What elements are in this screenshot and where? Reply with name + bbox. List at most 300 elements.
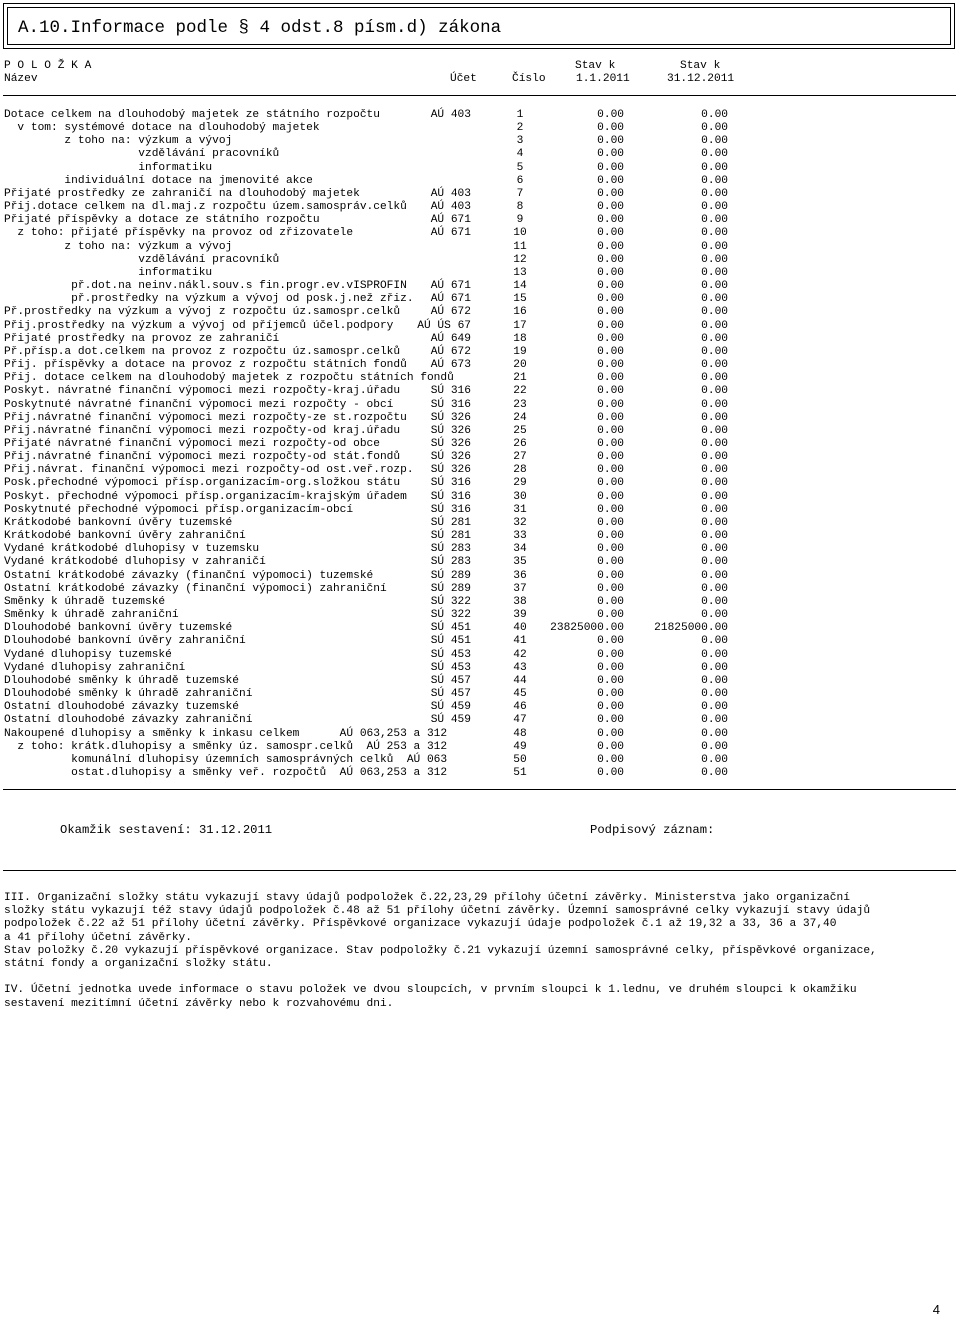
row-name: Přij.návratné finanční výpomoci mezi rozpočty-ze st.rozpočtu: [4, 411, 407, 424]
row-account: SÚ 322: [430, 595, 471, 608]
row-account: SÚ 326: [430, 424, 471, 437]
row-number: 11: [513, 240, 527, 253]
row-name: Přijaté prostředky na provoz ze zahraničí: [4, 332, 280, 345]
row-number: 12: [513, 253, 527, 266]
row-value-start: 0.00: [597, 503, 624, 516]
row-number: 8: [516, 201, 524, 214]
row-name: Přijaté příspěvky a dotace ze státního rozpočtu: [4, 214, 320, 227]
row-value-end: 0.00: [701, 438, 728, 450]
row-value-start: 0.00: [597, 280, 624, 293]
row-value-start: 0.00: [597, 688, 624, 701]
row-value-start: 0.00: [597, 266, 624, 279]
row-number: 22: [513, 385, 527, 398]
row-value-end: 0.00: [701, 661, 728, 674]
row-value-end: 0.00: [701, 503, 728, 516]
row-value-end: 0.00: [701, 385, 728, 398]
row-account: SÚ 316: [430, 477, 471, 490]
row-number: 27: [513, 451, 527, 464]
row-account: SÚ 289: [430, 582, 471, 595]
row-value-start: 0.00: [597, 293, 624, 306]
table-row: [0, 754, 960, 767]
row-value-end: 0.00: [701, 674, 728, 687]
row-value-start: 0.00: [597, 767, 624, 779]
title-inner-frame: [7, 7, 951, 45]
row-value-start: 0.00: [597, 714, 624, 727]
row-number: 40: [513, 622, 527, 635]
row-value-end: 0.00: [701, 148, 728, 161]
row-value-start: 0.00: [597, 569, 624, 582]
table-row: [0, 530, 960, 543]
row-name: Směnky k úhradě zahraniční: [4, 609, 179, 622]
row-number: 14: [513, 280, 527, 293]
row-name: Přijaté prostředky ze zahraničí na dlouhodobý majetek: [4, 187, 360, 200]
row-name: z toho na: výzkum a vývoj: [4, 240, 233, 253]
row-value-start: 0.00: [597, 253, 624, 266]
table-row: [0, 438, 960, 451]
row-number: 4: [516, 148, 524, 161]
row-account: SÚ 457: [430, 674, 471, 687]
row-value-end: 0.00: [701, 569, 728, 582]
row-account: SÚ 283: [430, 556, 471, 569]
row-value-end: 0.00: [701, 293, 728, 306]
row-name: př.prostředky na výzkum a vývoj od posk.j.než zřiz.: [4, 293, 414, 306]
header-ucet: Účet: [450, 73, 477, 85]
table-row: [0, 662, 960, 675]
row-value-start: 0.00: [597, 661, 624, 674]
row-value-start: 0.00: [597, 595, 624, 608]
row-account: AÚ 671: [430, 293, 471, 306]
note-line: IV. Účetní jednotka uvede informace o stavu položek ve dvou sloupcích, v prvním sloupci k 1.lednu, ve druhém sloupci k okamžiku: [4, 984, 857, 997]
table-row: [0, 464, 960, 477]
row-value-start: 0.00: [597, 609, 624, 622]
table-row: [0, 241, 960, 254]
row-value-start: 0.00: [597, 530, 624, 543]
row-value-end: 0.00: [701, 740, 728, 753]
row-value-start: 0.00: [597, 398, 624, 411]
table-row: [0, 504, 960, 517]
row-value-end: 0.00: [701, 556, 728, 569]
table-row: [0, 306, 960, 319]
row-number: 15: [513, 293, 527, 306]
row-value-end: 0.00: [701, 635, 728, 648]
row-value-start: 0.00: [597, 332, 624, 345]
row-number: 44: [513, 674, 527, 687]
row-account: SÚ 283: [430, 543, 471, 556]
row-account: SÚ 453: [430, 661, 471, 674]
row-value-end: 0.00: [701, 174, 728, 187]
header-polozka: P O L O Ž K A: [4, 60, 92, 72]
note-line: podpoložek č.22 až 51 přílohy účetní závěrky. Příspěvkové organizace vykazují údaje podpoložek č.1 až 19,32 a 33, 36 a 37,40: [4, 918, 837, 931]
note-line: složky státu vykazují též stavy údajů podpoložek č.48 až 51 přílohy účetní závěrky. Územní samosprávné celky vykazují stavy údajů: [4, 905, 871, 918]
signature-label: Podpisový záznam:: [590, 823, 715, 837]
row-number: 45: [513, 688, 527, 701]
row-account: SÚ 281: [430, 516, 471, 529]
compilation-moment: Okamžik sestavení: 31.12.2011: [60, 823, 273, 837]
row-account: SÚ 281: [430, 530, 471, 543]
row-name: vzdělávání pracovníků: [4, 148, 280, 161]
row-value-end: 0.00: [701, 201, 728, 214]
row-name: Vydané dluhopisy tuzemské: [4, 648, 172, 661]
table-row: [0, 214, 960, 227]
row-name: Př.přísp.a dot.celkem na provoz z rozpočtu úz.samospr.celků: [4, 345, 401, 358]
row-number: 6: [516, 174, 524, 187]
row-value-start: 0.00: [597, 201, 624, 214]
row-value-start: 0.00: [597, 556, 624, 569]
row-name: Ostatní krátkodobé závazky (finanční výpomoci) zahraniční: [4, 582, 387, 595]
row-number: 20: [513, 359, 527, 372]
row-number: 1: [516, 109, 524, 121]
table-row: [0, 412, 960, 425]
row-value-start: 0.00: [597, 516, 624, 529]
row-value-end: 0.00: [701, 451, 728, 464]
table-row: [0, 320, 960, 333]
table-row: [0, 767, 960, 780]
row-name: Krátkodobé bankovní úvěry zahraniční: [4, 530, 246, 543]
row-value-end: 0.00: [701, 595, 728, 608]
row-value-end: 0.00: [701, 227, 728, 240]
row-number: 3: [516, 135, 524, 148]
row-number: 41: [513, 635, 527, 648]
row-name: Dlouhodobé směnky k úhradě zahraniční: [4, 688, 253, 701]
row-name: vzdělávání pracovníků: [4, 253, 280, 266]
row-value-end: 0.00: [701, 543, 728, 556]
row-value-end: 0.00: [701, 727, 728, 740]
row-name: v tom: systémové dotace na dlouhodobý majetek: [4, 122, 320, 135]
row-account: SÚ 326: [430, 411, 471, 424]
row-account: AÚ 403: [430, 109, 471, 121]
row-account: AÚ 671: [430, 280, 471, 293]
row-account: AÚ 672: [430, 345, 471, 358]
row-value-end: 0.00: [701, 253, 728, 266]
table-row: [0, 701, 960, 714]
table-row: [0, 543, 960, 556]
row-value-end: 0.00: [701, 306, 728, 319]
row-name: Přij.návratné finanční výpomoci mezi rozpočty-od kraj.úřadu: [4, 424, 401, 437]
row-value-start: 0.00: [597, 214, 624, 227]
header-stav2: Stav k: [680, 60, 721, 72]
row-value-end: 0.00: [701, 280, 728, 293]
note-line: III. Organizační složky státu vykazují stavy údajů podpoložek č.22,23,29 přílohy účetní závěrky. Ministerstva jako organizační: [4, 892, 850, 904]
row-number: 39: [513, 609, 527, 622]
row-value-start: 0.00: [597, 727, 624, 740]
table-row: [0, 517, 960, 530]
row-name: informatiku: [4, 266, 213, 279]
row-number: 46: [513, 701, 527, 714]
row-value-end: 0.00: [701, 345, 728, 358]
row-value-start: 0.00: [597, 109, 624, 121]
row-value-start: 0.00: [597, 490, 624, 503]
row-account: AÚ ÚS 67: [417, 319, 471, 332]
row-value-end: 0.00: [701, 214, 728, 227]
row-name: Posk.přechodné výpomoci přísp.organizacím-org.složkou státu: [4, 477, 401, 490]
table-row: [0, 451, 960, 464]
row-name: Dotace celkem na dlouhodobý majetek ze státního rozpočtu: [4, 109, 380, 121]
row-number: 35: [513, 556, 527, 569]
row-number: 5: [516, 161, 524, 174]
row-value-end: 0.00: [701, 530, 728, 543]
row-value-end: 0.00: [701, 122, 728, 135]
row-name: Př.prostředky na výzkum a vývoj z rozpočtu úz.samospr.celků: [4, 306, 401, 319]
row-number: 49: [513, 740, 527, 753]
row-name: Dlouhodobé bankovní úvěry zahraniční: [4, 635, 246, 648]
note-line: Stav položky č.20 vykazují příspěvkové organizace. Stav podpoložky č.21 vykazují územní samosprávné celky, příspěvkové organizace,: [4, 944, 877, 957]
table-row: [0, 583, 960, 596]
row-value-start: 0.00: [597, 411, 624, 424]
row-name: Nakoupené dluhopisy a směnky k inkasu celkem AÚ 063,253 a 312: [4, 727, 448, 740]
row-name: Přij.prostředky na výzkum a vývoj od příjemců účel.podpory: [4, 319, 394, 332]
row-number: 25: [513, 424, 527, 437]
header-date2: 31.12.2011: [667, 73, 735, 85]
row-account: SÚ 459: [430, 714, 471, 727]
row-name: ostat.dluhopisy a směnky veř. rozpočtů AÚ 063,253 a 312: [4, 767, 448, 779]
row-name: z toho na: výzkum a vývoj: [4, 135, 233, 148]
row-value-start: 0.00: [597, 451, 624, 464]
row-value-end: 0.00: [701, 109, 728, 121]
row-account: SÚ 326: [430, 438, 471, 450]
table-row: [0, 201, 960, 214]
row-value-start: 0.00: [597, 385, 624, 398]
row-value-start: 0.00: [597, 345, 624, 358]
row-value-end: 0.00: [701, 464, 728, 477]
row-value-start: 0.00: [597, 319, 624, 332]
row-value-end: 0.00: [701, 477, 728, 490]
row-name: z toho: přijaté příspěvky na provoz od zřizovatele: [4, 227, 354, 240]
row-value-start: 0.00: [597, 674, 624, 687]
row-account: AÚ 673: [430, 359, 471, 372]
row-value-start: 0.00: [597, 477, 624, 490]
row-value-end: 0.00: [701, 516, 728, 529]
row-account: SÚ 457: [430, 688, 471, 701]
table-row: [0, 570, 960, 583]
row-number: 48: [513, 727, 527, 740]
row-number: 24: [513, 411, 527, 424]
row-value-start: 0.00: [597, 701, 624, 714]
row-name: Ostatní dlouhodobé závazky zahraniční: [4, 714, 253, 727]
row-name: Dlouhodobé směnky k úhradě tuzemské: [4, 674, 239, 687]
header-date1: 1.1.2011: [576, 73, 630, 85]
row-value-start: 0.00: [597, 635, 624, 648]
row-value-end: 0.00: [701, 266, 728, 279]
row-number: 29: [513, 477, 527, 490]
row-name: Krátkodobé bankovní úvěry tuzemské: [4, 516, 233, 529]
row-value-start: 0.00: [597, 227, 624, 240]
row-number: 7: [516, 187, 524, 200]
row-name: z toho: krátk.dluhopisy a směnky úz. samospr.celků AÚ 253 a 312: [4, 740, 448, 753]
row-value-end: 0.00: [701, 648, 728, 661]
row-account: SÚ 326: [430, 451, 471, 464]
row-value-start: 0.00: [597, 174, 624, 187]
row-value-end: 0.00: [701, 767, 728, 779]
row-number: 36: [513, 569, 527, 582]
table-row: [0, 175, 960, 188]
note-line: a 41 přílohy účetní závěrky.: [4, 931, 192, 944]
row-account: SÚ 316: [430, 490, 471, 503]
row-number: 31: [513, 503, 527, 516]
row-number: 16: [513, 306, 527, 319]
row-account: AÚ 672: [430, 306, 471, 319]
table-row: [0, 254, 960, 267]
row-value-start: 0.00: [597, 135, 624, 148]
row-number: 21: [513, 372, 527, 385]
row-name: Vydané krátkodobé dluhopisy v zahraničí: [4, 556, 266, 569]
row-value-start: 0.00: [597, 161, 624, 174]
table-row: [0, 385, 960, 398]
table-row: [0, 188, 960, 201]
table-row: [0, 399, 960, 412]
table-row: [0, 714, 960, 727]
table-row: [0, 622, 960, 635]
row-value-end: 0.00: [701, 582, 728, 595]
row-value-end: 0.00: [701, 688, 728, 701]
table-row: [0, 675, 960, 688]
table-row: [0, 346, 960, 359]
row-account: SÚ 326: [430, 464, 471, 477]
row-name: Směnky k úhradě tuzemské: [4, 595, 166, 608]
row-account: AÚ 671: [430, 214, 471, 227]
row-value-end: 0.00: [701, 714, 728, 727]
row-name: Vydané krátkodobé dluhopisy v tuzemsku: [4, 543, 260, 556]
row-value-end: 0.00: [701, 161, 728, 174]
row-name: Poskytnuté návratné finanční výpomoci mezi rozpočty - obcí: [4, 398, 394, 411]
row-account: SÚ 316: [430, 398, 471, 411]
row-value-end: 0.00: [701, 359, 728, 372]
table-row: [0, 596, 960, 609]
title-frame: [3, 3, 955, 49]
table-row: [0, 556, 960, 569]
notes-divider: [3, 870, 956, 871]
row-value-end: 0.00: [701, 240, 728, 253]
table-row: [0, 162, 960, 175]
table-row: [0, 333, 960, 346]
row-value-start: 0.00: [597, 372, 624, 385]
row-number: 34: [513, 543, 527, 556]
row-account: SÚ 451: [430, 635, 471, 648]
table-row: [0, 425, 960, 438]
table-row: [0, 280, 960, 293]
row-value-start: 0.00: [597, 740, 624, 753]
row-number: 37: [513, 582, 527, 595]
row-number: 10: [513, 227, 527, 240]
page-title: A.10.Informace podle § 4 odst.8 písm.d) zákona: [18, 18, 502, 38]
header-divider: [3, 95, 956, 96]
row-value-end: 0.00: [701, 701, 728, 714]
row-name: Dlouhodobé bankovní úvěry tuzemské: [4, 622, 233, 635]
row-value-start: 0.00: [597, 187, 624, 200]
row-account: SÚ 453: [430, 648, 471, 661]
table-row: [0, 109, 960, 122]
row-value-start: 0.00: [597, 648, 624, 661]
row-name: Přij. příspěvky a dotace na provoz z rozpočtu státních fondů: [4, 359, 407, 372]
row-value-start: 0.00: [597, 148, 624, 161]
row-account: AÚ 671: [430, 227, 471, 240]
row-value-end: 0.00: [701, 332, 728, 345]
row-value-end: 0.00: [701, 490, 728, 503]
row-number: 2: [516, 122, 524, 135]
row-name: Přij.dotace celkem na dl.maj.z rozpočtu územ.samospráv.celků: [4, 201, 407, 214]
row-value-end: 0.00: [701, 372, 728, 385]
row-number: 28: [513, 464, 527, 477]
row-value-end: 0.00: [701, 135, 728, 148]
row-value-end: 0.00: [701, 319, 728, 332]
row-account: AÚ 403: [430, 187, 471, 200]
table-row: [0, 359, 960, 372]
row-name: Ostatní krátkodobé závazky (finanční výpomoci) tuzemské: [4, 569, 374, 582]
row-name: Poskytnuté přechodné výpomoci přísp.organizacím-obcí: [4, 503, 354, 516]
table-row: [0, 741, 960, 754]
row-number: 19: [513, 345, 527, 358]
note-line: státní fondy a organizační složky státu.: [4, 958, 273, 970]
row-name: Přijaté návratné finanční výpomoci mezi rozpočty-od obce: [4, 438, 380, 450]
row-number: 30: [513, 490, 527, 503]
row-name: Vydané dluhopisy zahraniční: [4, 661, 186, 674]
row-value-start: 23825000.00: [550, 622, 624, 635]
row-name: Ostatní dlouhodobé závazky tuzemské: [4, 701, 239, 714]
row-number: 32: [513, 516, 527, 529]
row-value-end: 0.00: [701, 187, 728, 200]
row-value-start: 0.00: [597, 464, 624, 477]
row-name: př.dot.na neinv.nákl.souv.s fin.progr.ev.vISPROFIN: [4, 280, 407, 293]
table-row: [0, 148, 960, 161]
row-name: informatiku: [4, 161, 213, 174]
row-account: SÚ 459: [430, 701, 471, 714]
row-number: 33: [513, 530, 527, 543]
row-number: 17: [513, 319, 527, 332]
row-number: 47: [513, 714, 527, 727]
row-number: 26: [513, 438, 527, 450]
row-number: 51: [513, 767, 527, 779]
row-value-start: 0.00: [597, 424, 624, 437]
table-row: [0, 293, 960, 306]
row-value-end: 0.00: [701, 609, 728, 622]
row-name: Přij. dotace celkem na dlouhodobý majetek z rozpočtu státních fondů: [4, 372, 454, 385]
row-value-end: 0.00: [701, 411, 728, 424]
row-number: 43: [513, 661, 527, 674]
row-number: 18: [513, 332, 527, 345]
row-number: 38: [513, 595, 527, 608]
row-account: SÚ 316: [430, 503, 471, 516]
row-name: individuální dotace na jmenovité akce: [4, 174, 313, 187]
row-account: SÚ 451: [430, 622, 471, 635]
row-account: AÚ 403: [430, 201, 471, 214]
row-value-start: 0.00: [597, 122, 624, 135]
row-value-start: 0.00: [597, 306, 624, 319]
table-bottom-divider: [3, 789, 956, 790]
row-name: Přij.návratné finanční výpomoci mezi rozpočty-od stát.fondů: [4, 451, 401, 464]
row-value-end: 0.00: [701, 753, 728, 766]
row-account: SÚ 322: [430, 609, 471, 622]
table-row: [0, 609, 960, 622]
row-number: 50: [513, 753, 527, 766]
row-account: SÚ 289: [430, 569, 471, 582]
table-row: [0, 728, 960, 741]
header-cislo: Číslo: [512, 73, 546, 85]
row-name: Poskyt. návratné finanční výpomoci mezi rozpočty-kraj.úřadu: [4, 385, 401, 398]
row-number: 23: [513, 398, 527, 411]
row-number: 42: [513, 648, 527, 661]
table-row: [0, 372, 960, 385]
row-name: Poskyt. přechodné výpomoci přísp.organizacím-krajským úřadem: [4, 490, 407, 503]
row-number: 9: [516, 214, 524, 227]
row-value-start: 0.00: [597, 753, 624, 766]
table-row: [0, 477, 960, 490]
header-stav1: Stav k: [575, 60, 616, 72]
row-value-start: 0.00: [597, 240, 624, 253]
row-value-start: 0.00: [597, 438, 624, 450]
table-row: [0, 135, 960, 148]
row-account: SÚ 316: [430, 385, 471, 398]
row-number: 13: [513, 266, 527, 279]
header-nazev: Název: [4, 73, 38, 85]
